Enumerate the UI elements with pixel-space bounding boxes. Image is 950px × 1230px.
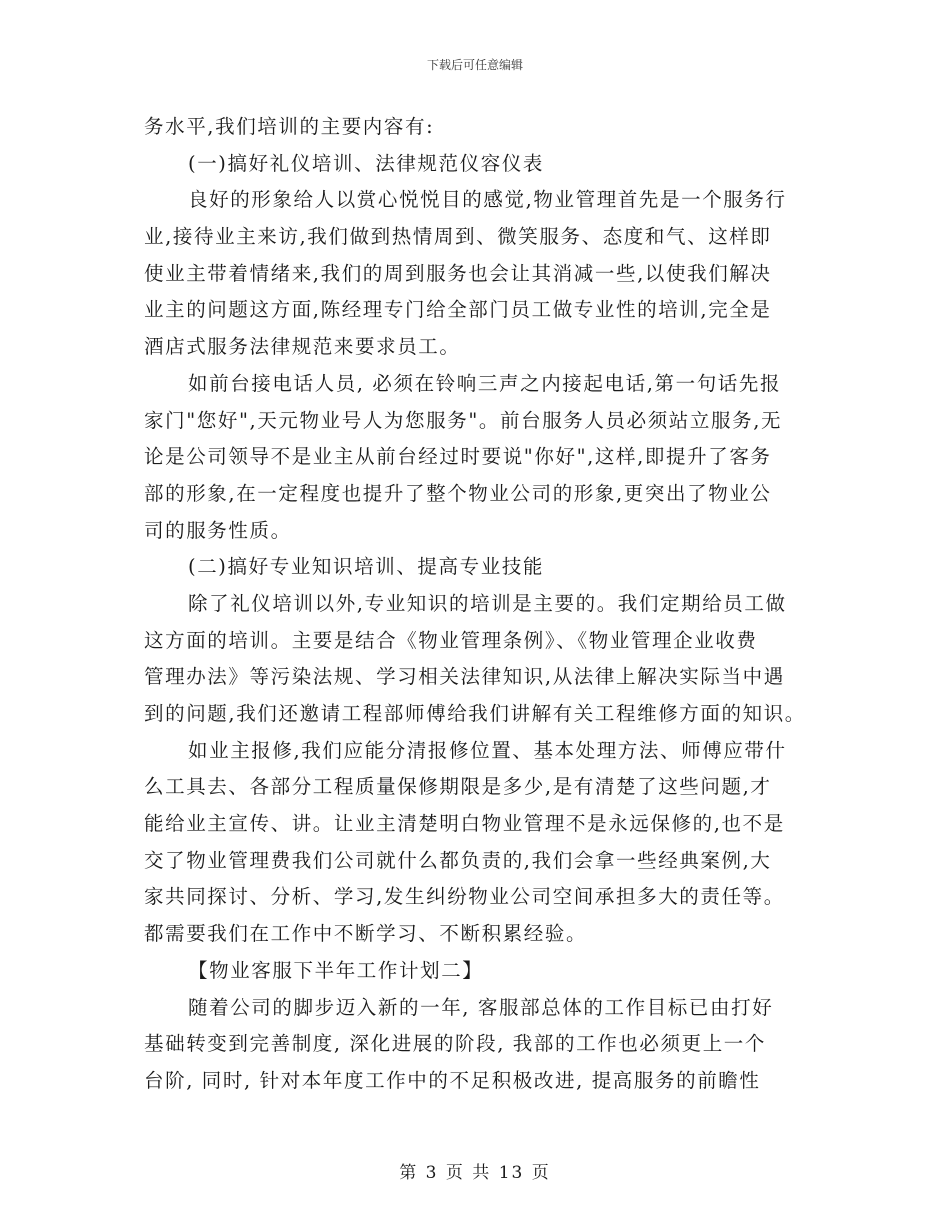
text-line: 管理办法》等污染法规、学习相关法律知识,从法律上解决实际当中遇 — [144, 665, 785, 689]
text-line: 良好的形象给人以赏心悦悦目的感觉,物业管理首先是一个服务行 — [188, 188, 787, 212]
page-number-footer: 第 3 页 共 13 页 — [399, 1163, 551, 1183]
text-line: 基础转变到完善制度, 深化进展的阶段, 我部的工作也必须更上一个 — [144, 1032, 766, 1056]
text-line: (二)搞好专业知识培训、提高专业技能 — [188, 555, 545, 579]
section-heading: 【物业客服下半年工作计划二】 — [188, 958, 484, 982]
text-line: 司的服务性质。 — [144, 518, 292, 542]
text-line: 么工具去、各部分工程质量保修期限是多少,是有清楚了这些问题,才 — [144, 775, 772, 799]
text-line: 除了礼仪培训以外,专业知识的培训是主要的。我们定期给员工做 — [188, 591, 787, 615]
text-line: 到的问题,我们还邀请工程部师傅给我们讲解有关工程维修方面的知识。 — [144, 702, 806, 725]
text-line: 都需要我们在工作中不断学习、不断积累经验。 — [144, 922, 588, 946]
text-line: 务水平,我们培训的主要内容有: — [144, 115, 435, 138]
text-line: 如前台接电话人员, 必须在铃响三声之内接起电话,第一句话先报 — [188, 371, 782, 395]
text-line: 家门"您好",天元物业号人为您服务"。前台服务人员必须站立服务,无 — [144, 408, 783, 432]
text-line: 业,接待业主来访,我们做到热情周到、微笑服务、态度和气、这样即 — [144, 225, 772, 249]
text-line: 交了物业管理费我们公司就什么都负责的,我们会拿一些经典案例,大 — [144, 848, 772, 872]
text-line: 随着公司的脚步迈入新的一年, 客服部总体的工作目标已由打好 — [188, 995, 774, 1019]
text-line: 酒店式服务法律规范来要求员工。 — [144, 335, 461, 359]
text-line: 部的形象,在一定程度也提升了整个物业公司的形象,更突出了物业公 — [144, 481, 772, 505]
text-line: 台阶, 同时, 针对本年度工作中的不足积极改进, 提高服务的前瞻性 — [144, 1068, 761, 1092]
text-line: 家共同探讨、分析、学习,发生纠纷物业公司空间承担多大的责任等。 — [144, 885, 785, 909]
page-header: 下载后可任意编辑 — [426, 58, 523, 72]
text-line: 业主的问题这方面,陈经理专门给全部门员工做专业性的培训,完全是 — [144, 298, 772, 322]
text-line: 这方面的培训。主要是结合《物业管理条例》、《物业管理企业收费 — [144, 628, 758, 652]
text-line: (一)搞好礼仪培训、法律规范仪容仪表 — [188, 151, 545, 175]
text-line: 使业主带着情绪来,我们的周到服务也会让其消减一些,以使我们解决 — [144, 261, 772, 285]
text-line: 论是公司领导不是业主从前台经过时要说"你好",这样,即提升了客务 — [144, 445, 772, 469]
document-body — [144, 109, 824, 1100]
text-line: 如业主报修,我们应能分清报修位置、基本处理方法、师傅应带什 — [188, 738, 787, 762]
text-line: 能给业主宣传、讲。让业主清楚明白物业管理不是永远保修的,也不是 — [144, 812, 785, 836]
